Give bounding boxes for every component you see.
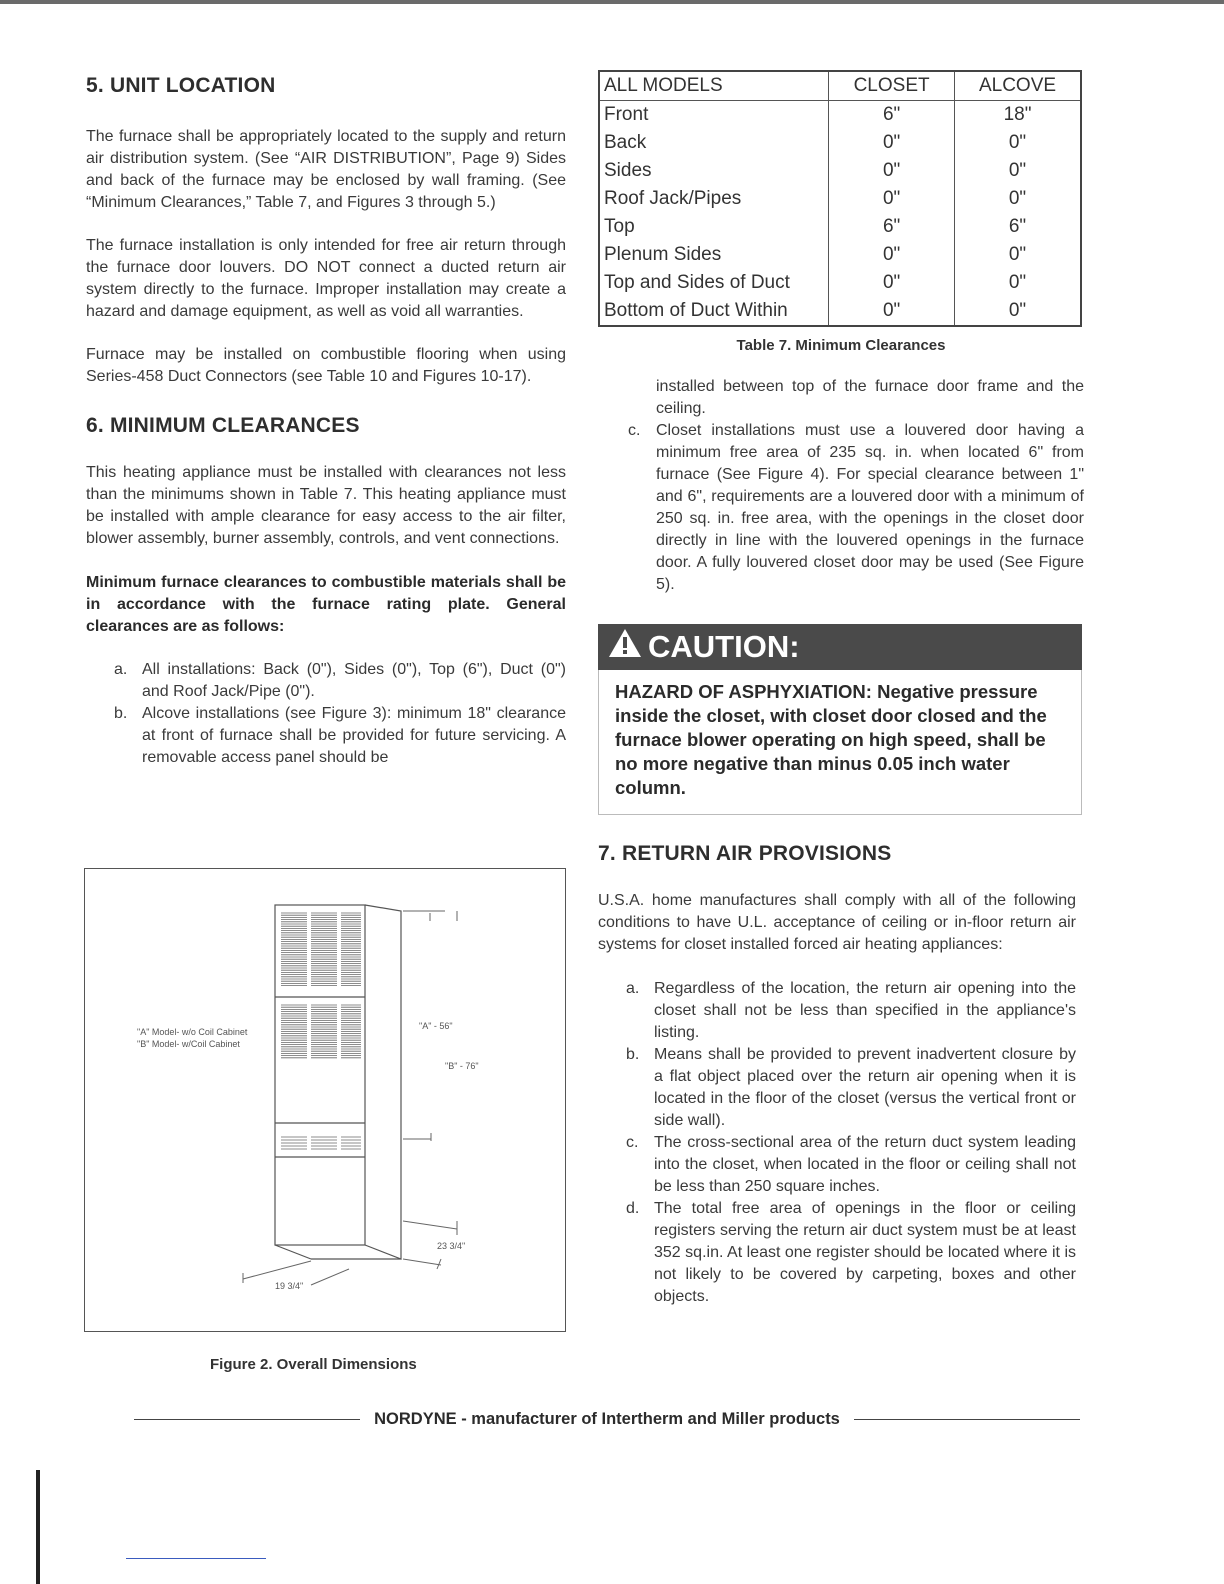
table-row xyxy=(599,269,1081,297)
table-cell: 0" xyxy=(955,157,1081,185)
table-cell: Roof Jack/Pipes xyxy=(599,185,829,213)
table-row xyxy=(599,157,1081,185)
figure-2-caption: Figure 2. Overall Dimensions xyxy=(210,1356,417,1373)
top-rule xyxy=(0,0,1224,4)
section6-heading: 6. MINIMUM CLEARANCES xyxy=(86,414,360,437)
section7-paragraph-1: U.S.A. home manufactures shall comply with all of the following conditions to have U.L. acceptance of ceiling or in-floor return air systems for closet installed forced air heating appliances: xyxy=(598,892,1076,953)
table-cell: 0" xyxy=(829,269,955,297)
furnace-drawing xyxy=(85,869,565,1331)
table-row xyxy=(599,297,1081,326)
section6-paragraph-2: Minimum furnace clearances to combustible materials shall be in accordance with the furnace rating plate. General clearances are as follows: xyxy=(86,574,566,635)
table-cell: 6" xyxy=(955,213,1081,241)
dim-depth-label: 23 3/4" xyxy=(437,1241,466,1251)
caution-text: HAZARD OF ASPHYXIATION: Negative pressure inside the closet, with closet door closed and the furnace blower operating on high speed, shall be no more negative than minus 0.05 inch water column. xyxy=(598,670,1082,815)
footer-rule-right xyxy=(854,1419,1080,1421)
page-footer xyxy=(134,1410,1080,1429)
right-column xyxy=(598,70,1084,596)
section7 xyxy=(598,842,1076,1308)
list-item: c. The cross-sectional area of the return duct system leading into the closet, when located in the floor or ceiling shall not be less than 250 square inches. xyxy=(626,1134,1076,1195)
list-item: a. All installations: Back (0"), Sides (0"), Top (6"), Duct (0") and Roof Jack/Pipe (0"). xyxy=(114,661,566,700)
table-cell: Bottom of Duct Within xyxy=(599,297,829,326)
dim-width-label: 19 3/4" xyxy=(275,1281,304,1291)
table-cell: 0" xyxy=(829,297,955,326)
model-b-label: "B" Model- w/Coil Cabinet xyxy=(137,1039,240,1049)
table-cell: 18" xyxy=(955,101,1081,130)
table-cell: 0" xyxy=(955,185,1081,213)
table-cell: 0" xyxy=(955,241,1081,269)
section7-heading: 7. RETURN AIR PROVISIONS xyxy=(598,842,892,865)
figure-2-overall-dimensions xyxy=(84,868,566,1332)
table-cell: 6" xyxy=(829,101,955,130)
footer-rule-left xyxy=(134,1419,360,1421)
model-a-label: "A" Model- w/o Coil Cabinet xyxy=(137,1027,248,1037)
list-item: a. Regardless of the location, the return air opening into the closet shall not be less than specified in the appliance's listing. xyxy=(626,980,1076,1041)
table-header-cell: ALCOVE xyxy=(955,71,1081,101)
table-cell: Back xyxy=(599,129,829,157)
table-cell: 0" xyxy=(955,297,1081,326)
section7-list xyxy=(598,978,1076,1308)
table-7-caption: Table 7. Minimum Clearances xyxy=(736,337,946,354)
left-column xyxy=(86,74,566,769)
item-b-text: Alcove installations (see Figure 3): minimum 18" clearance at front of furnace shall be provided for future servicing. A removable access panel should be xyxy=(142,705,566,766)
section6-list-continued xyxy=(598,420,1084,596)
table-cell: 0" xyxy=(829,157,955,185)
table-row xyxy=(599,213,1081,241)
item-b-continuation: installed between top of the furnace door frame and the ceiling. xyxy=(656,378,1084,417)
caution-header xyxy=(598,624,1082,670)
section5-paragraph-2: The furnace installation is only intended for free air return through the furnace door louvers. DO NOT connect a ducted return air system directly to the furnace. Improper installation may create a hazard and damage equipment, as well as void all warranties. xyxy=(86,237,566,320)
table-cell: 0" xyxy=(829,241,955,269)
caution-title: CAUTION: xyxy=(648,629,800,664)
table-cell: 0" xyxy=(955,269,1081,297)
section6-list xyxy=(86,659,566,769)
table-cell: 6" xyxy=(829,213,955,241)
table-cell: Top xyxy=(599,213,829,241)
list-item: b. Means shall be provided to prevent inadvertent closure by a flat object placed over the return air opening when it is located in the floor of the closet (versus the vertical front or side wall). xyxy=(626,1046,1076,1129)
scan-edge-bar xyxy=(36,1470,40,1584)
section6-paragraph-1: This heating appliance must be installed with clearances not less than the minimums shown in Table 7. This heating appliance must be installed with ample clearance for easy access to the air filter, blower assembly, burner assembly, controls, and vent connections. xyxy=(86,464,566,547)
table-row xyxy=(599,241,1081,269)
table-header-cell: ALL MODELS xyxy=(599,71,829,101)
table-7-minimum-clearances xyxy=(598,70,1082,327)
section5-paragraph-3: Furnace may be installed on combustible flooring when using Series-458 Duct Connectors (see Table 10 and Figures 10-17). xyxy=(86,346,566,385)
caution-box xyxy=(598,624,1082,815)
table-row xyxy=(599,129,1081,157)
table-cell: Sides xyxy=(599,157,829,185)
table-cell: Plenum Sides xyxy=(599,241,829,269)
table-cell: Front xyxy=(599,101,829,130)
table-row xyxy=(599,101,1081,130)
warning-triangle-icon xyxy=(608,628,642,666)
dim-a-label: "A" - 56" xyxy=(419,1021,453,1031)
section5-heading: 5. UNIT LOCATION xyxy=(86,74,276,97)
table-row xyxy=(599,185,1081,213)
table-header-row xyxy=(599,71,1081,101)
table-cell: 0" xyxy=(829,129,955,157)
list-item: d. The total free area of openings in the floor or ceiling registers serving the return air duct system must be at least 352 sq.in. At least one register should be located where it is not likely to be covered by carpeting, boxes and other objects. xyxy=(626,1200,1076,1305)
section5-paragraph-1: The furnace shall be appropriately located to the supply and return air distribution system. (See “AIR DISTRIBUTION”, Page 9) Sides and back of the furnace may be enclosed by wall framing. (See “Minimum Clearances,” Table 7, and Figures 3 through 5.) xyxy=(86,128,566,211)
dim-b-label: "B" - 76" xyxy=(445,1061,479,1071)
table-cell: 0" xyxy=(955,129,1081,157)
list-item: b. Alcove installations (see Figure 3): minimum 18" clearance at front of furnace shall be provided for future servicing. A removable access panel should be xyxy=(114,705,566,766)
table-cell: Top and Sides of Duct xyxy=(599,269,829,297)
scan-edge-line xyxy=(126,1558,266,1559)
table-cell: 0" xyxy=(829,185,955,213)
footer-text: NORDYNE - manufacturer of Intertherm and Miller products xyxy=(374,1410,840,1428)
table-header-cell: CLOSET xyxy=(829,71,955,101)
list-item: c. Closet installations must use a louvered door having a minimum free area of 235 sq. in. when located 6" from furnace (See Figure 4). For special clearance between 1" and 6", requirements are a louvered door with a minimum of 250 sq. in. free area, with the openings in the closet door directly in line with the louvered openings in the furnace door. A fully louvered closet door may be used (See Figure 5). xyxy=(628,422,1084,593)
